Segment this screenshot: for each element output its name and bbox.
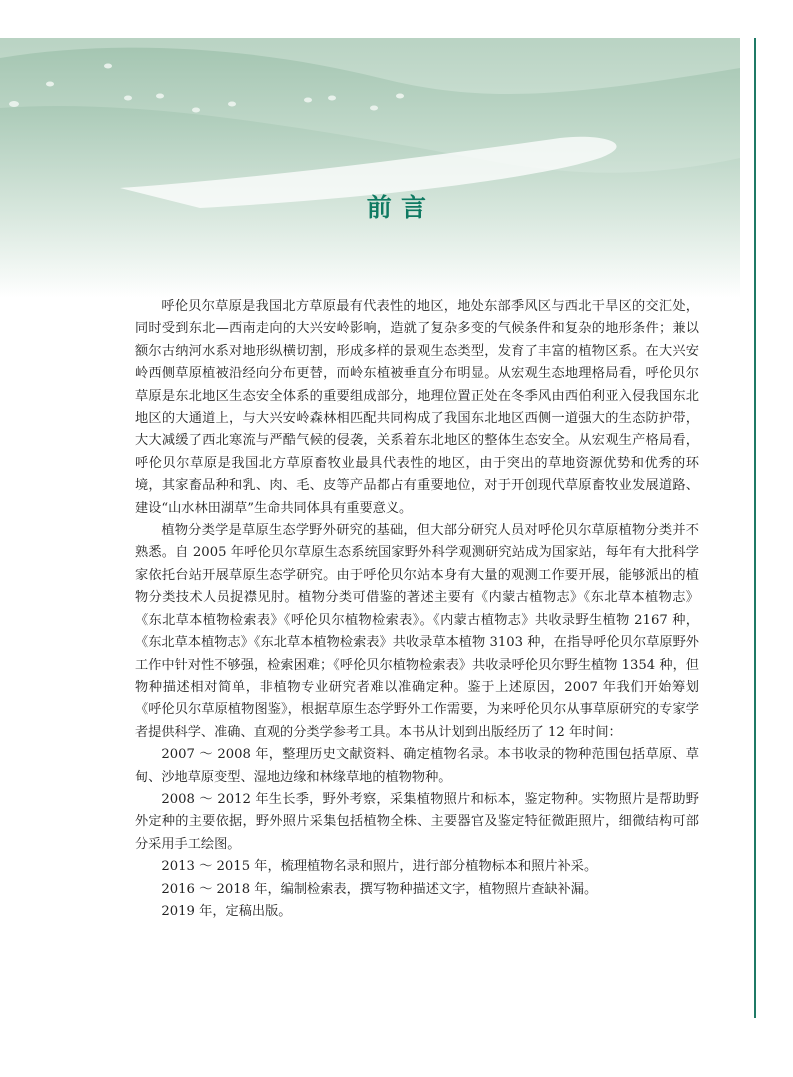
paragraph: 植物分类学是草原生态学野外研究的基础，但大部分研究人员对呼伦贝尔草原植物分类并不熟悉。自 2005 年呼伦贝尔草原生态系统国家野外科学观测研究站成为国家站，每年有大批科学家依托台站开展草原生态学研究。由于呼伦贝尔站本身有大量的观测工作要开展，能够派出的植物分类技术人员捉襟见肘。植物分类可借鉴的著述主要有《内蒙古植物志》《东北草本植物志》《东北草本植物检索表》《呼伦贝尔植物检索表》。《内蒙古植物志》共收录野生植物 2167 种，《东北草本植物志》《东北草本植物检索表》共收录草本植物 3103 种，在指导呼伦贝尔草原野外工作中针对性不够强，检索困难；《呼伦贝尔植物检索表》共收录呼伦贝尔野生植物 1354 种，但物种描述相对简单，非植物专业研究者难以准确定种。鉴于上述原因，2007 年我们开始筹划《呼伦贝尔草原植物图鉴》，根据草原生态学野外工作需要，为来呼伦贝尔从事草原研究的专家学者提供科学、准确、直观的分类学参考工具。本书从计划到出版经历了 12 年时间： bbox=[135, 523, 699, 740]
page-edge-rule bbox=[754, 38, 756, 1018]
header-landscape-image bbox=[0, 38, 740, 298]
preface-body bbox=[135, 296, 699, 923]
page-title: 前 言 bbox=[366, 193, 427, 222]
grassland-illustration bbox=[0, 38, 740, 298]
paragraph: 2008 ～ 2012 年生长季，野外考察，采集植物照片和标本，鉴定物种。实物照片是帮助野外定种的主要依据，野外照片采集包括植物全株、主要器官及鉴定特征微距照片，细微结构可部分采用手工绘图。 bbox=[135, 791, 699, 852]
paragraph: 2007 ～ 2008 年，整理历史文献资料、确定植物名录。本书收录的物种范围包括草原、草甸、沙地草原变型、湿地边缘和林缘草地的植物物种。 bbox=[135, 747, 699, 785]
paragraph: 呼伦贝尔草原是我国北方草原最有代表性的地区，地处东部季风区与西北干旱区的交汇处，同时受到东北—西南走向的大兴安岭影响，造就了复杂多变的气候条件和复杂的地形条件；兼以额尔古纳河水系对地形纵横切割，形成多样的景观生态类型，发育了丰富的植物区系。在大兴安岭西侧草原植被沿经向分布更替，而岭东植被垂直分布明显。从宏观生态地理格局看，呼伦贝尔草原是东北地区生态安全体系的重要组成部分，地理位置正处在冬季风由西伯利亚入侵我国东北地区的大通道上，与大兴安岭森林相匹配共同构成了我国东北地区西侧一道强大的生态防护带，大大减缓了西北寒流与严酷气候的侵袭，关系着东北地区的整体生态安全。从宏观生产格局看，呼伦贝尔草原是我国北方草原畜牧业最具代表性的地区，由于突出的草地资源优势和优秀的环境，其家畜品种和乳、肉、毛、皮等产品都占有重要地位，对于开创现代草原畜牧业发展道路、建设“山水林田湖草”生命共同体具有重要意义。 bbox=[135, 299, 699, 516]
paragraph: 2019 年，定稿出版。 bbox=[161, 903, 292, 919]
paragraph: 2013 ～ 2015 年，梳理植物名录和照片，进行部分植物标本和照片补采。 bbox=[161, 859, 598, 875]
paragraph: 2016 ～ 2018 年，编制检索表，撰写物种描述文字，植物照片查缺补漏。 bbox=[161, 881, 598, 897]
